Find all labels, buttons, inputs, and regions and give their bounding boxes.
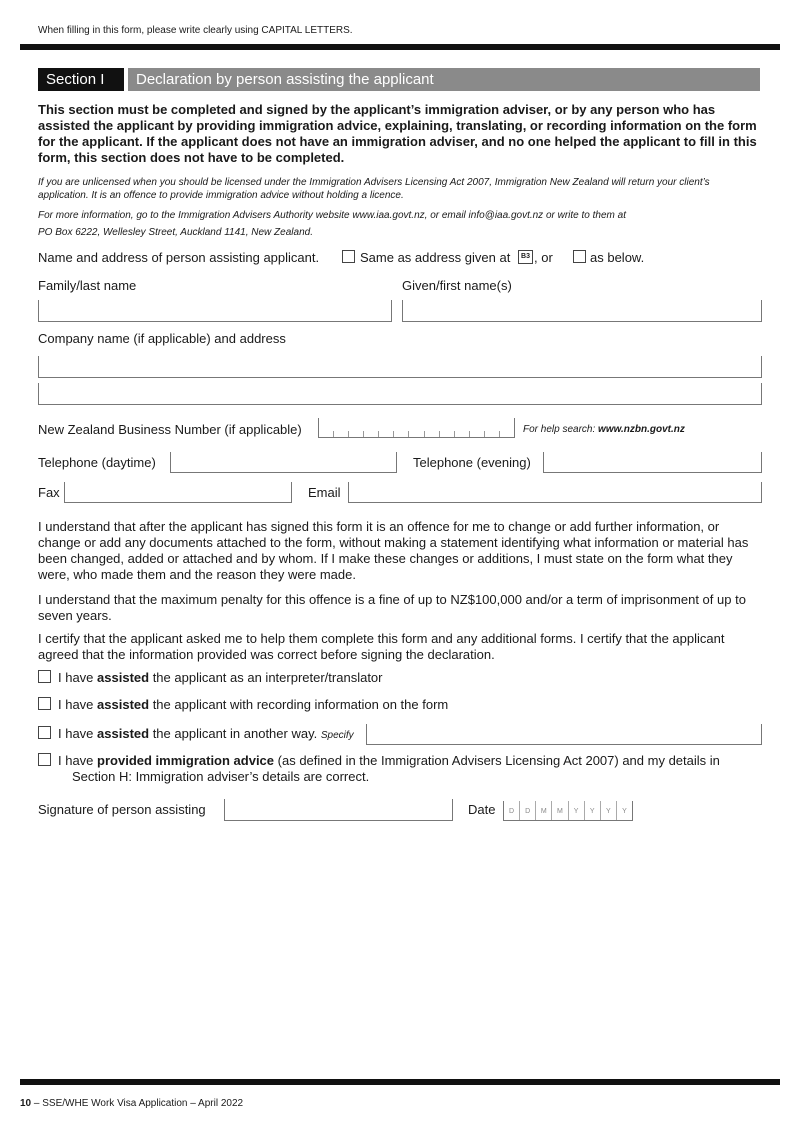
- address-label: Name and address of person assisting applicant.: [38, 250, 320, 265]
- nzbn-label: New Zealand Business Number (if applicable): [38, 422, 302, 437]
- same-as-label: Same as address given at: [360, 250, 511, 265]
- signature-field[interactable]: [224, 799, 453, 821]
- company-field-line2[interactable]: [38, 383, 762, 405]
- penalty-paragraph: I understand that the maximum penalty for this offence is a fine of up to NZ$100,000 and/or a term of imprisonment of up to seven years.: [38, 592, 746, 623]
- date-y2: Y: [585, 801, 601, 820]
- intro-text: This section must be completed and signed by the applicant’s immigration adviser, or by any person who has assisted the applicant by providing immigration advice, explaining, translating, or recording information on the form for the applicant. If the applicant does not have an immigration adviser, and no one helped the applicant to fill in this form, this section does not have to be completed.: [38, 102, 757, 165]
- nzbn-help-link[interactable]: www.nzbn.govt.nz: [598, 424, 685, 435]
- top-rule: [20, 44, 780, 50]
- immigration-advice-label: [58, 753, 720, 768]
- c2-post: the applicant with recording information on the form: [149, 697, 449, 712]
- offence-paragraph: I understand that after the applicant has signed this form it is an offence for me to change or add further information, or change or add any documents attached to the form, without making a statement identifying what information or material has been changed, added or attached and by whom. If I make these changes or additions, I must state on the form what they were, who made them and the reason they were made.: [38, 519, 749, 582]
- bottom-rule: [20, 1079, 780, 1085]
- date-m1: M: [536, 801, 552, 820]
- info-note-line1: For more information, go to the Immigration Advisers Authority website www.iaa.govt.nz, or email info@iaa.govt.nz or write to them at: [38, 210, 626, 221]
- as-below-label: as below.: [590, 250, 645, 265]
- company-label: Company name (if applicable) and address: [38, 331, 286, 346]
- c3-pre: I have: [58, 726, 98, 741]
- certify-paragraph: I certify that the applicant asked me to help them complete this form and any additional forms. I certify that the applicant agreed that the information provided was correct before signing the declaration.: [38, 631, 725, 662]
- c2-bold: assisted: [97, 697, 150, 712]
- specify-label: Specify: [320, 730, 354, 741]
- c1-post: the applicant as an interpreter/translator: [149, 670, 383, 685]
- c3-post: the applicant in another way.: [149, 726, 321, 741]
- section-tag: Section I: [38, 68, 124, 91]
- email-label: Email: [308, 485, 341, 500]
- c2-pre: I have: [58, 697, 98, 712]
- nzbn-field[interactable]: [318, 418, 515, 438]
- family-name-label: Family/last name: [38, 278, 137, 293]
- date-y4: Y: [622, 808, 627, 815]
- tel-day-field[interactable]: [170, 452, 397, 473]
- other-way-checkbox[interactable]: [38, 726, 51, 739]
- c4-bold: provided immigration advice: [97, 753, 275, 768]
- section-title: Declaration by person assisting the applicant: [128, 68, 760, 91]
- tel-evening-label: Telephone (evening): [413, 455, 531, 470]
- c4-post: (as defined in the Immigration Advisers Licensing Act 2007) and my details in: [274, 753, 720, 768]
- date-d1: D: [504, 801, 520, 820]
- ref-box: B3: [518, 250, 533, 264]
- date-field[interactable]: [503, 801, 633, 821]
- given-name-label: Given/first name(s): [402, 278, 512, 293]
- tel-evening-field[interactable]: [543, 452, 762, 473]
- interpreter-checkbox[interactable]: [38, 670, 51, 683]
- date-label: Date: [468, 802, 496, 817]
- footer-text: – SSE/WHE Work Visa Application – April 2022: [31, 1098, 244, 1109]
- licence-note: If you are unlicensed when you should be licensed under the Immigration Advisers Licensing Act 2007, Immigration New Zealand will return your client’s application. It is an offence to provide immigration advice without holding a licence.: [38, 177, 710, 201]
- date-y3: Y: [601, 801, 617, 820]
- recording-label: [58, 697, 448, 712]
- c1-pre: I have: [58, 670, 98, 685]
- specify-field[interactable]: [366, 724, 762, 745]
- tel-day-label: Telephone (daytime): [38, 455, 156, 470]
- info-note-line2: PO Box 6222, Wellesley Street, Auckland 1141, New Zealand.: [38, 227, 313, 238]
- c4-pre: I have: [58, 753, 98, 768]
- date-m2: M: [552, 801, 568, 820]
- company-field-line1[interactable]: [38, 356, 762, 378]
- fax-label: Fax: [38, 485, 60, 500]
- or-label: , or: [534, 250, 553, 265]
- interpreter-label: [58, 670, 383, 685]
- c3-bold: assisted: [97, 726, 150, 741]
- family-name-field[interactable]: [38, 300, 392, 322]
- recording-checkbox[interactable]: [38, 697, 51, 710]
- date-y1: Y: [569, 801, 585, 820]
- footer: [20, 1098, 243, 1109]
- nzbn-help: [523, 424, 685, 435]
- other-way-label: [58, 726, 354, 741]
- c1-bold: assisted: [97, 670, 150, 685]
- nzbn-help-prefix: For help search:: [523, 424, 599, 435]
- same-as-checkbox[interactable]: [342, 250, 355, 263]
- header-note: When filling in this form, please write clearly using CAPITAL LETTERS.: [38, 25, 353, 36]
- email-field[interactable]: [348, 482, 762, 503]
- fax-field[interactable]: [64, 482, 292, 503]
- date-d2: D: [520, 801, 536, 820]
- as-below-checkbox[interactable]: [573, 250, 586, 263]
- page-number: 10: [20, 1098, 32, 1109]
- immigration-advice-checkbox[interactable]: [38, 753, 51, 766]
- signature-label: Signature of person assisting: [38, 802, 206, 817]
- immigration-advice-label-line2: Section H: Immigration adviser’s details are correct.: [72, 769, 370, 784]
- given-name-field[interactable]: [402, 300, 762, 322]
